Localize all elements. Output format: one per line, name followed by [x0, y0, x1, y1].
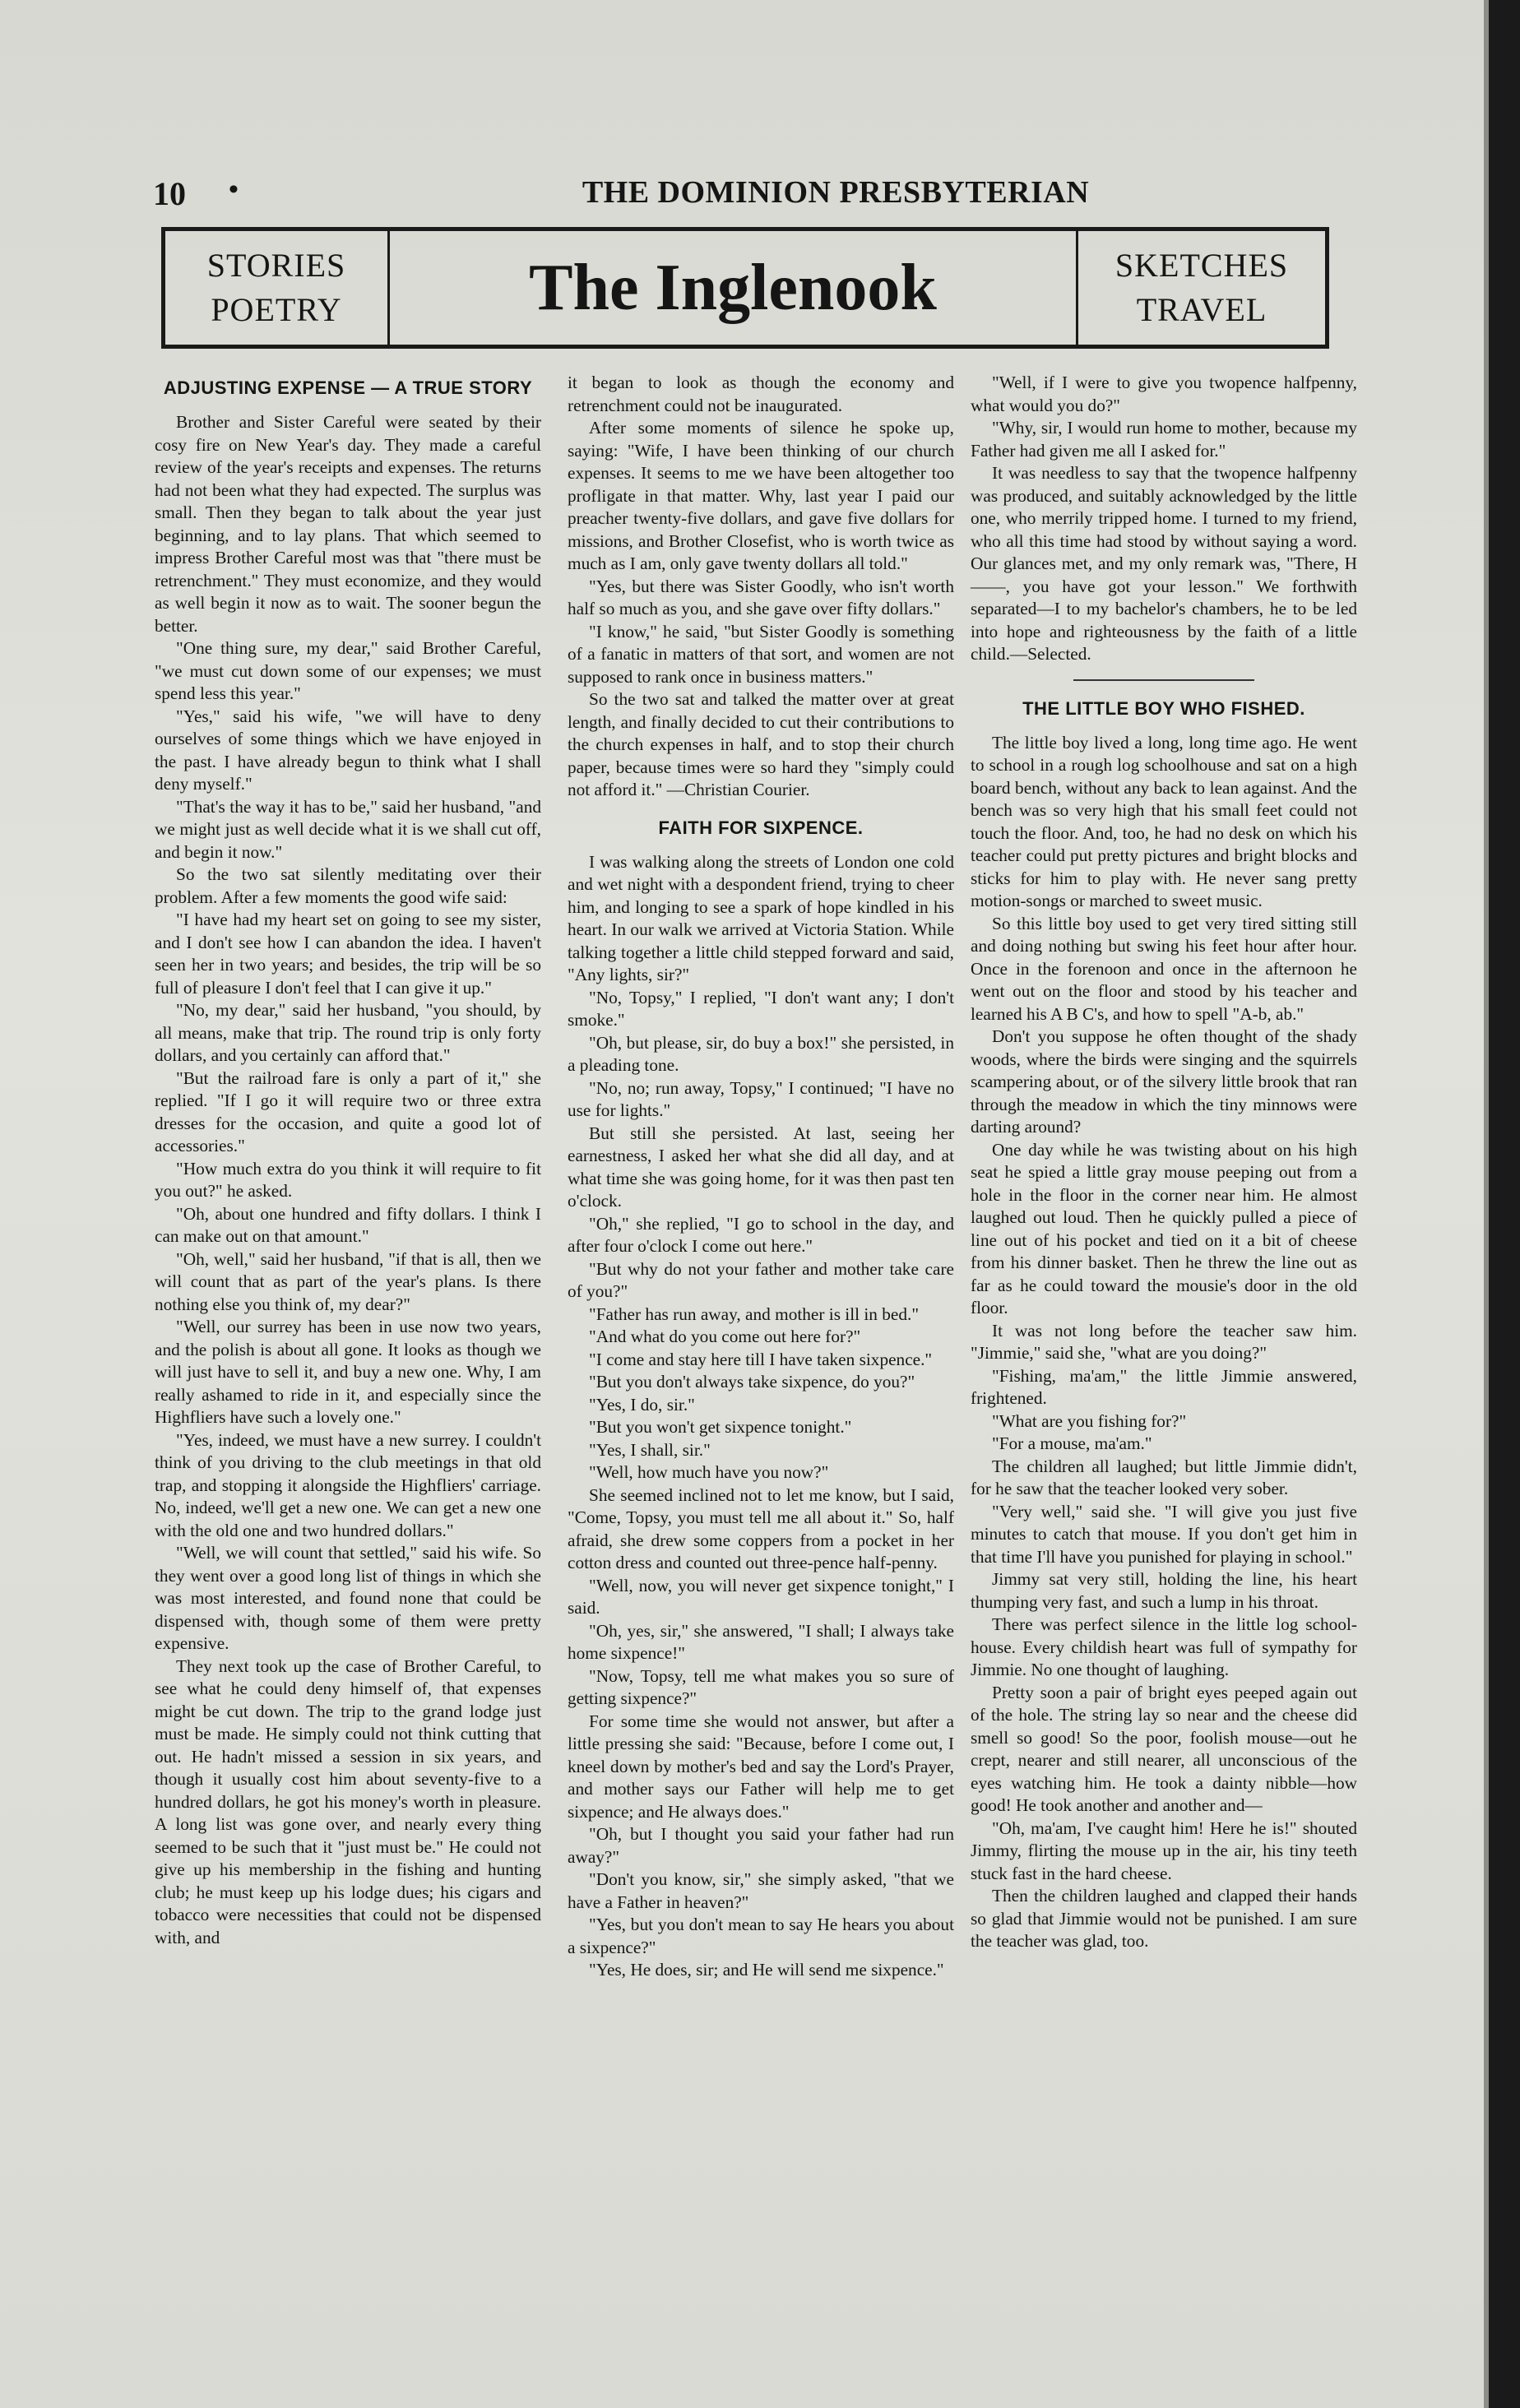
- article-paragraph: After some moments of silence he spoke up, saying: "Wife, I have been thinking of our church expenses. It seems to me we have been altogether too profligate in that matter. Why, last year I paid our preacher twenty-five dollars, and gave five dollars for missions, and Brother Closefist, who is worth twice as much as I am, only gave twenty dollars all told.": [568, 418, 954, 573]
- article-paragraph: "That's the way it has to be," said her husband, "and we might just as well decide what it is we shall cut off, and begin it now.": [155, 796, 541, 862]
- article-paragraph: So this little boy used to get very tired sitting still and doing nothing but swing his feet hour after hour. Once in the forenoon and once in the afternoon he went out on the floor and stood by his teacher and learned his A B C's, and how to spell "A-b, ab.": [971, 913, 1357, 1024]
- article-paragraph: "No, no; run away, Topsy," I continued; "I have no use for lights.": [568, 1077, 954, 1120]
- article-paragraph: "Yes, indeed, we must have a new surrey. I couldn't think of you driving to the club meetings in that old trap, and stopping it alongside the Highfliers' carriage. No, indeed, we'll get a new one. We can get a new one with the old one and two hundred dollars.": [155, 1429, 541, 1540]
- bullet-mark: •: [229, 174, 239, 205]
- article-paragraph: "Oh, ma'am, I've caught him! Here he is!" shouted Jimmy, flirting the mouse up in the air, his tiny teeth stuck fast in the hard cheese.: [971, 1818, 1357, 1883]
- column-3: [971, 372, 1357, 1953]
- article-paragraph: "Oh, yes, sir," she answered, "I shall; I always take home sixpence!": [568, 1620, 954, 1663]
- article-paragraph: Jimmy sat very still, holding the line, his heart thumping very fast, and such a lump in his throat.: [971, 1569, 1357, 1612]
- article-paragraph: So the two sat silently meditating over their problem. After a few moments the good wife said:: [155, 864, 541, 907]
- article-heading-little-boy-who-fished: THE LITTLE BOY WHO FISHED.: [1022, 697, 1305, 719]
- article-paragraph: "Oh, but please, sir, do buy a box!" she persisted, in a pleading tone.: [568, 1032, 954, 1075]
- article-paragraph: "Oh, but I thought you said your father had run away?": [568, 1824, 954, 1867]
- article-paragraph: For some time she would not answer, but after a little pressing she said: "Because, before I come out, I kneel down by mother's bed and say the Lord's Prayer, and mother says our Father will help me to get sixpence; and He always does.": [568, 1711, 954, 1822]
- article-paragraph: "But you don't always take sixpence, do you?": [589, 1372, 915, 1392]
- article-heading-adjusting-expense: ADJUSTING EXPENSE — A TRUE STORY: [163, 377, 533, 398]
- article-paragraph: "Yes, He does, sir; and He will send me sixpence.": [589, 1960, 944, 1980]
- article-paragraph: It was needless to say that the twopence halfpenny was produced, and suitably acknowledged by the little one, who merrily tripped home. I turned to my friend, who all this time had stood by without saying a word. Our glances met, and my only remark was, "There, H——, you have got your lesson." We forthwith separated—I to my bachelor's chambers, he to be led into hope and righteousness by the faith of a little child.—Selected.: [971, 463, 1357, 664]
- article-paragraph: "But the railroad fare is only a part of it," she replied. "If I go it will require two or three extra dresses for the occasion, and quite a good lot of accessories.": [155, 1067, 541, 1155]
- article-paragraph: "Well, now, you will never get sixpence tonight," I said.: [568, 1575, 954, 1618]
- section-title: The Inglenook: [529, 251, 937, 324]
- article-paragraph: "Yes," said his wife, "we will have to deny ourselves of some things which we have enjoyed in the past. I have already begun to think what I shall deny myself.": [155, 706, 541, 794]
- masthead-right-box: [1076, 231, 1325, 345]
- article-paragraph: "Yes, but you don't mean to say He hears you about a sixpence?": [568, 1915, 954, 1957]
- section-masthead: [161, 227, 1329, 349]
- masthead-sketches-label: SKETCHES: [1115, 247, 1289, 284]
- masthead-stories-label: STORIES: [206, 247, 346, 284]
- article-paragraph: Brother and Sister Careful were seated by their cosy fire on New Year's day. They made a careful review of the year's receipts and expenses. The returns had not been what they had expected. The surplus was small. Then they began to talk about the year just beginning, and to lay plans. That which seemed to impress Brother Careful most was that "there must be retrenchment." They must economize, and they would as well begin it now as to wait. The sooner begun the better.: [155, 412, 541, 636]
- article-paragraph: "Now, Topsy, tell me what makes you so sure of getting sixpence?": [568, 1665, 954, 1708]
- article-paragraph: I was walking along the streets of London one cold and wet night with a despondent friend, trying to cheer him, and longing to see a spark of hope kindled in his heart. In our walk we arrived at Victoria Station. While talking together a little child stepped forward and said, "Any lights, sir?": [568, 851, 954, 984]
- article-paragraph: "But you won't get sixpence tonight.": [589, 1417, 852, 1437]
- running-head: [153, 174, 1321, 215]
- section-divider: [1073, 679, 1254, 681]
- article-paragraph: Pretty soon a pair of bright eyes peeped again out of the hole. The string lay so near and the cheese did smell so good! So the poor, foolish mouse—out he crept, nearer and still nearer, all unconscious of the eyes watching him. He took a dainty nibble—how good! He took another and another and—: [971, 1682, 1357, 1815]
- article-paragraph: "Well, we will count that settled," said his wife. So they went over a good long list of things in which she was most interested, and found none that could be dispensed with, though some of them were pretty expensive.: [155, 1543, 541, 1653]
- article-paragraph: "Well, how much have you now?": [589, 1462, 829, 1482]
- article-paragraph: "Well, our surrey has been in use now two years, and the polish is about all gone. It looks as though we will just have to sell it, and buy a new one. Why, I am really ashamed to ride in it, and especially since the Highfliers have such a lovely one.": [155, 1317, 541, 1427]
- article-paragraph: She seemed inclined not to let me know, but I said, "Come, Topsy, you must tell me all about it." So, half afraid, she drew some coppers from a pocket in her cotton dress and counted out three-pence half-penny.: [568, 1484, 954, 1572]
- column-2: [568, 372, 954, 1982]
- article-paragraph: "Oh, about one hundred and fifty dollars. I think I can make out on that amount.": [155, 1203, 541, 1246]
- article-paragraph: Don't you suppose he often thought of the shady woods, where the birds were singing and the squirrels scampering about, or of the silvery little brook that ran through the meadow in which the tiny minnows were darting around?: [971, 1026, 1357, 1137]
- article-paragraph: They next took up the case of Brother Careful, to see what he could deny himself of, that expenses might be cut down. The trip to the grand lodge just must be made. He simply could not think cutting that out. He hadn't missed a session in six years, and though it usually cost him about seventy-five to a hundred dollars, he got his money's worth in pleasure. A long list was gone over, and nearly every thing seemed to be such that it "just must be." He could not give up his membership in the fishing and hunting club; he must keep up his lodge dues; his cigars and tobacco were necessities that could not be dispensed with, and: [155, 1656, 541, 1947]
- article-paragraph: "How much extra do you think it will require to fit you out?" he asked.: [155, 1158, 541, 1201]
- article-paragraph: The children all laughed; but little Jimmie didn't, for he saw that the teacher looked very sober.: [971, 1456, 1357, 1498]
- article-paragraph: There was perfect silence in the little log school-house. Every childish heart was full of sympathy for Jimmie. No one thought of laughing.: [971, 1614, 1357, 1679]
- article-paragraph: "I know," he said, "but Sister Goodly is something of a fanatic in matters of that sort, and women are not supposed to rank once in business matters.": [568, 621, 954, 687]
- article-paragraph: "Very well," said she. "I will give you just five minutes to catch that mouse. If you don't get him in that time I'll have you punished for playing in school.": [971, 1501, 1357, 1567]
- article-paragraph: The little boy lived a long, long time ago. He went to school in a rough log schoolhouse and sat on a high board bench, without any back to lean against. And the bench was so very high that his small feet could not touch the floor. And, too, he had no desk on which his teacher could put pretty pictures and bright blocks and sticks for him to play with. He never sang pretty motion-songs or marched to sweet music.: [971, 732, 1357, 910]
- article-paragraph: "Yes, I do, sir.": [589, 1394, 695, 1415]
- article-paragraph: "Oh, well," said her husband, "if that is all, then we will count that as part of the year's plans. Is there nothing else you think of, my dear?": [155, 1248, 541, 1314]
- article-paragraph: "For a mouse, ma'am.": [992, 1433, 1152, 1453]
- article-paragraph: "Fishing, ma'am," the little Jimmie answered, frightened.: [971, 1365, 1357, 1408]
- article-paragraph: "And what do you come out here for?": [589, 1327, 861, 1346]
- page-number: 10: [153, 175, 186, 212]
- masthead-left-box: [165, 231, 390, 345]
- article-paragraph: One day while he was twisting about on his high seat he spied a little gray mouse peeping out from a hole in the floor in the corner near him. He almost laughed out loud. Then he quickly pulled a piece of line out of his pocket and tied on it a bit of cheese from his dinner basket. Then he threw the line out as far as he could toward the mousie's door in the old floor.: [971, 1139, 1357, 1317]
- article-paragraph: "Oh," she replied, "I go to school in the day, and after four o'clock I come out here.": [568, 1213, 954, 1256]
- article-paragraph: "I have had my heart set on going to see my sister, and I don't see how I can abandon the idea. I haven't seen her in two years; and besides, the trip will be so full of pleasure I don't feel that I can give it up.": [155, 910, 541, 998]
- article-paragraph: "Yes, I shall, sir.": [589, 1439, 711, 1460]
- article-paragraph: "Father has run away, and mother is ill in bed.": [589, 1304, 920, 1324]
- article-paragraph: "Don't you know, sir," she simply asked, "that we have a Father in heaven?": [568, 1869, 954, 1912]
- column-1: [155, 372, 541, 1949]
- article-paragraph: "One thing sure, my dear," said Brother Careful, "we must cut down some of our expenses; we must spend less this year.": [155, 638, 541, 703]
- article-paragraph: it began to look as though the economy and retrenchment could not be inaugurated.: [568, 373, 954, 415]
- article-paragraph: Then the children laughed and clapped their hands so glad that Jimmie would not be punished. I am sure the teacher was glad, too.: [971, 1886, 1357, 1951]
- article-paragraph: "No, my dear," said her husband, "you should, by all means, make that trip. The round trip is only forty dollars, and you certainly can afford that.": [155, 1000, 541, 1065]
- article-paragraph: So the two sat and talked the matter over at great length, and finally decided to cut their contributions to the church expenses in half, and to stop their church paper, because times were so hard they "simply could not afford it." —Christian Courier.: [568, 689, 954, 799]
- article-paragraph: "But why do not your father and mother take care of you?": [568, 1258, 954, 1301]
- journal-title: THE DOMINION PRESBYTERIAN: [582, 175, 1090, 210]
- article-paragraph: But still she persisted. At last, seeing her earnestness, I asked her what she did all day, and at what time she was going home, for it was then past ten o'clock.: [568, 1123, 954, 1211]
- article-heading-faith-for-sixpence: FAITH FOR SIXPENCE.: [658, 817, 864, 838]
- article-paragraph: "Yes, but there was Sister Goodly, who isn't worth half so much as you, and she gave over fifty dollars.": [568, 576, 954, 618]
- article-paragraph: "Why, sir, I would run home to mother, because my Father had given me all I asked for.": [971, 418, 1357, 461]
- article-paragraph: "Well, if I were to give you twopence halfpenny, what would you do?": [971, 373, 1357, 415]
- article-paragraph: "What are you fishing for?": [992, 1410, 1187, 1431]
- article-paragraph: "No, Topsy," I replied, "I don't want any; I don't smoke.": [568, 987, 954, 1030]
- article-paragraph: It was not long before the teacher saw him. "Jimmie," said she, "what are you doing?": [971, 1320, 1357, 1363]
- masthead-poetry-label: POETRY: [211, 291, 342, 328]
- masthead-travel-label: TRAVEL: [1136, 291, 1267, 328]
- article-paragraph: "I come and stay here till I have taken sixpence.": [589, 1349, 933, 1369]
- scan-edge: [1489, 0, 1520, 2408]
